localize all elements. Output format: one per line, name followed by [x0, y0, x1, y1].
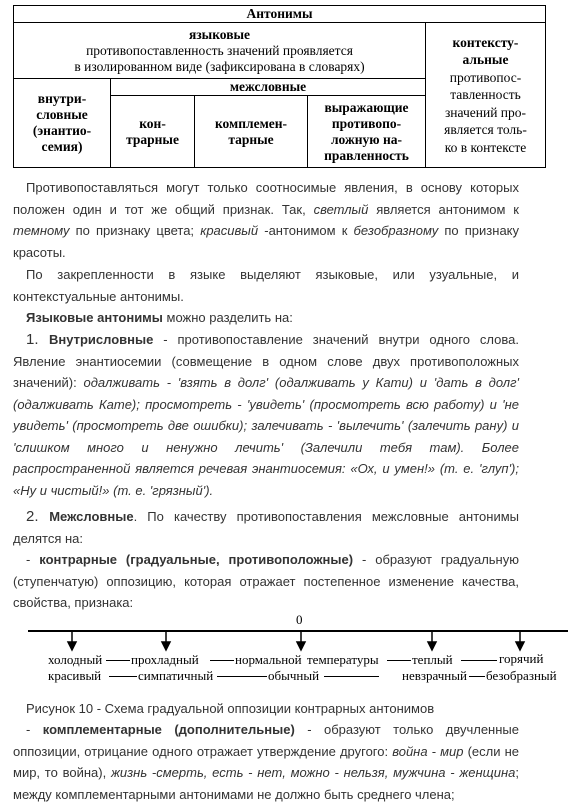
dash	[469, 676, 485, 677]
dash	[217, 676, 267, 677]
scale-cool: прохладный	[131, 652, 199, 667]
lang-head-line2: в изолированном виде (зафиксирована в словарях)	[74, 58, 365, 74]
p7-ex-war-peace: война - мир	[392, 743, 464, 759]
p7-text-g: ; между комплементарными антонимами не должно быть среднего члена;	[13, 765, 519, 802]
paragraph-5	[13, 506, 519, 549]
vector-line4: правленность	[324, 147, 409, 163]
scale-nice: симпатичный	[138, 668, 214, 683]
p5-heading: Межсловные	[49, 509, 134, 524]
scale-warm: теплый	[412, 652, 453, 667]
figure-caption: Рисунок 10 - Схема градуальной оппозиции контрарных антонимов	[26, 701, 435, 716]
scale-hot: горячий	[499, 651, 544, 666]
p7-heading: комплементарные (дополнительные)	[42, 722, 295, 737]
scale-plain: невзрачный	[402, 668, 467, 683]
inner-line4: семия)	[41, 139, 83, 154]
inner-line3: (энантио-	[32, 123, 92, 138]
dash	[106, 660, 130, 661]
p5-text: . По качеству противопоставления межсловные антонимы делятся на:	[13, 509, 519, 546]
p3-text: можно разделить на:	[162, 310, 293, 325]
scale-beautiful: красивый	[48, 668, 102, 683]
scale-ordinary: обычный	[268, 668, 320, 683]
vector-col	[308, 96, 426, 167]
p1-ex-bezobraznomu: безобразному	[353, 223, 439, 238]
p3-heading: Языковые антонимы	[26, 310, 163, 325]
p1-text-a: Противопоставляться могут только соотносимые явления, в основу которых положен один и тот же общий признак. Так,	[13, 180, 519, 217]
scale-normal: нормальной	[235, 652, 302, 667]
p7-text-c: - образуют только двучленные оппозиции, отрицание одного отражает утверждение другого:	[13, 722, 519, 759]
inner-line2: словные	[36, 107, 88, 122]
p7-dash: -	[26, 722, 43, 737]
p1-text-g: -антонимом к	[258, 223, 354, 238]
scale-cold: холодный	[48, 652, 103, 667]
dash	[210, 660, 234, 661]
contrary-line2: трарные	[126, 131, 179, 147]
vector-line3: ложную на-	[330, 131, 403, 147]
context-col	[426, 23, 545, 167]
vector-line2: противопо-	[331, 115, 402, 131]
p1-ex-svetly: светлый	[313, 201, 369, 217]
p1-text-e: по признаку цвета;	[69, 223, 201, 238]
scale-ugly: безобразный	[486, 668, 557, 683]
p1-text-c: является антонимом к	[368, 201, 519, 217]
lang-head	[14, 23, 426, 79]
p6-heading: контрарные (градуальные, противоположные)	[39, 552, 354, 567]
dash	[387, 660, 411, 661]
lang-head-title: языковые	[188, 26, 251, 42]
gradual-scale-diagram	[20, 612, 565, 692]
context-text-4: является толь-	[444, 122, 527, 138]
context-text-1: противопос-	[449, 69, 522, 85]
inner-col	[14, 79, 111, 167]
p7-text-e: (если не мир, то война),	[13, 743, 519, 780]
context-title-1: контексту-	[452, 34, 519, 50]
scale-temperature: температуры	[307, 652, 379, 667]
context-text-3: значений про-	[444, 104, 527, 120]
p4-text: - противопоставление значений внутри одного слова. Явление энантиосемии (совмещение в одном слове двух противоположных значений):	[13, 332, 519, 390]
p1-ex-krasivy: красивый	[200, 223, 259, 238]
dash	[324, 676, 379, 677]
p6-dash: -	[26, 552, 40, 567]
complementary-line1: комплемен-	[214, 115, 288, 131]
paragraph-2: По закрепленности в языке выделяют языковые, или узуальные, и контекстуальные антонимы.	[13, 267, 519, 304]
contrary-col	[111, 96, 195, 167]
complementary-line2: тарные	[228, 131, 274, 147]
dash	[461, 660, 497, 661]
paragraph-6	[13, 549, 519, 614]
inter-head: межсловные	[111, 79, 426, 96]
p6-text: - образуют градуальную (ступенчатую) оппозицию, которая отражает постепенное изменение качества, свойства, признака:	[13, 552, 519, 610]
context-title-2: альные	[462, 52, 509, 68]
p1-ex-temnomu: темному	[13, 223, 70, 238]
p4-examples: одалживать - 'взять в долг' (одалживать у Кати) и 'дать в долг' (одалживать Кате); просмотреть - 'увидеть' (просмотреть всю работу) и 'не увидеть' (просмотреть две ошибки); залечивать - 'вылечить' (залечить рану) и 'слишком много и ненужно лечить' (Залечили тебя там). Более распространенной является речевая энантиосемия: «Ох, и умен!» (т. е. 'глуп'); «Ну и чистый!» (т. е. 'грязный').	[13, 375, 519, 498]
paragraph-1	[13, 177, 519, 263]
context-text-2: тавленность	[450, 87, 521, 103]
p1-text-i: по признаку красоты.	[13, 223, 520, 260]
antonyms-table	[13, 5, 546, 168]
paragraph-3	[13, 307, 519, 329]
table-title: Антонимы	[14, 6, 545, 23]
paragraph-7	[13, 719, 519, 805]
p4-heading: Внутрисловные	[48, 332, 154, 347]
p4-number: 1.	[26, 331, 49, 348]
complementary-col	[195, 96, 308, 167]
vector-line1: выражающие	[324, 99, 409, 115]
dash	[109, 676, 137, 677]
lang-head-line1: противопоставленность значений проявляется	[86, 42, 353, 58]
p7-examples: жизнь -смерть, есть - нет, можно - нельзя, мужчина - женщина	[110, 765, 516, 780]
scale-zero: 0	[296, 612, 303, 627]
contrary-line1: кон-	[139, 115, 166, 131]
inner-line1: внутри-	[37, 91, 87, 106]
context-text-5: ко в контексте	[444, 139, 527, 155]
p5-number: 2.	[26, 508, 50, 525]
paragraph-4	[13, 329, 519, 501]
